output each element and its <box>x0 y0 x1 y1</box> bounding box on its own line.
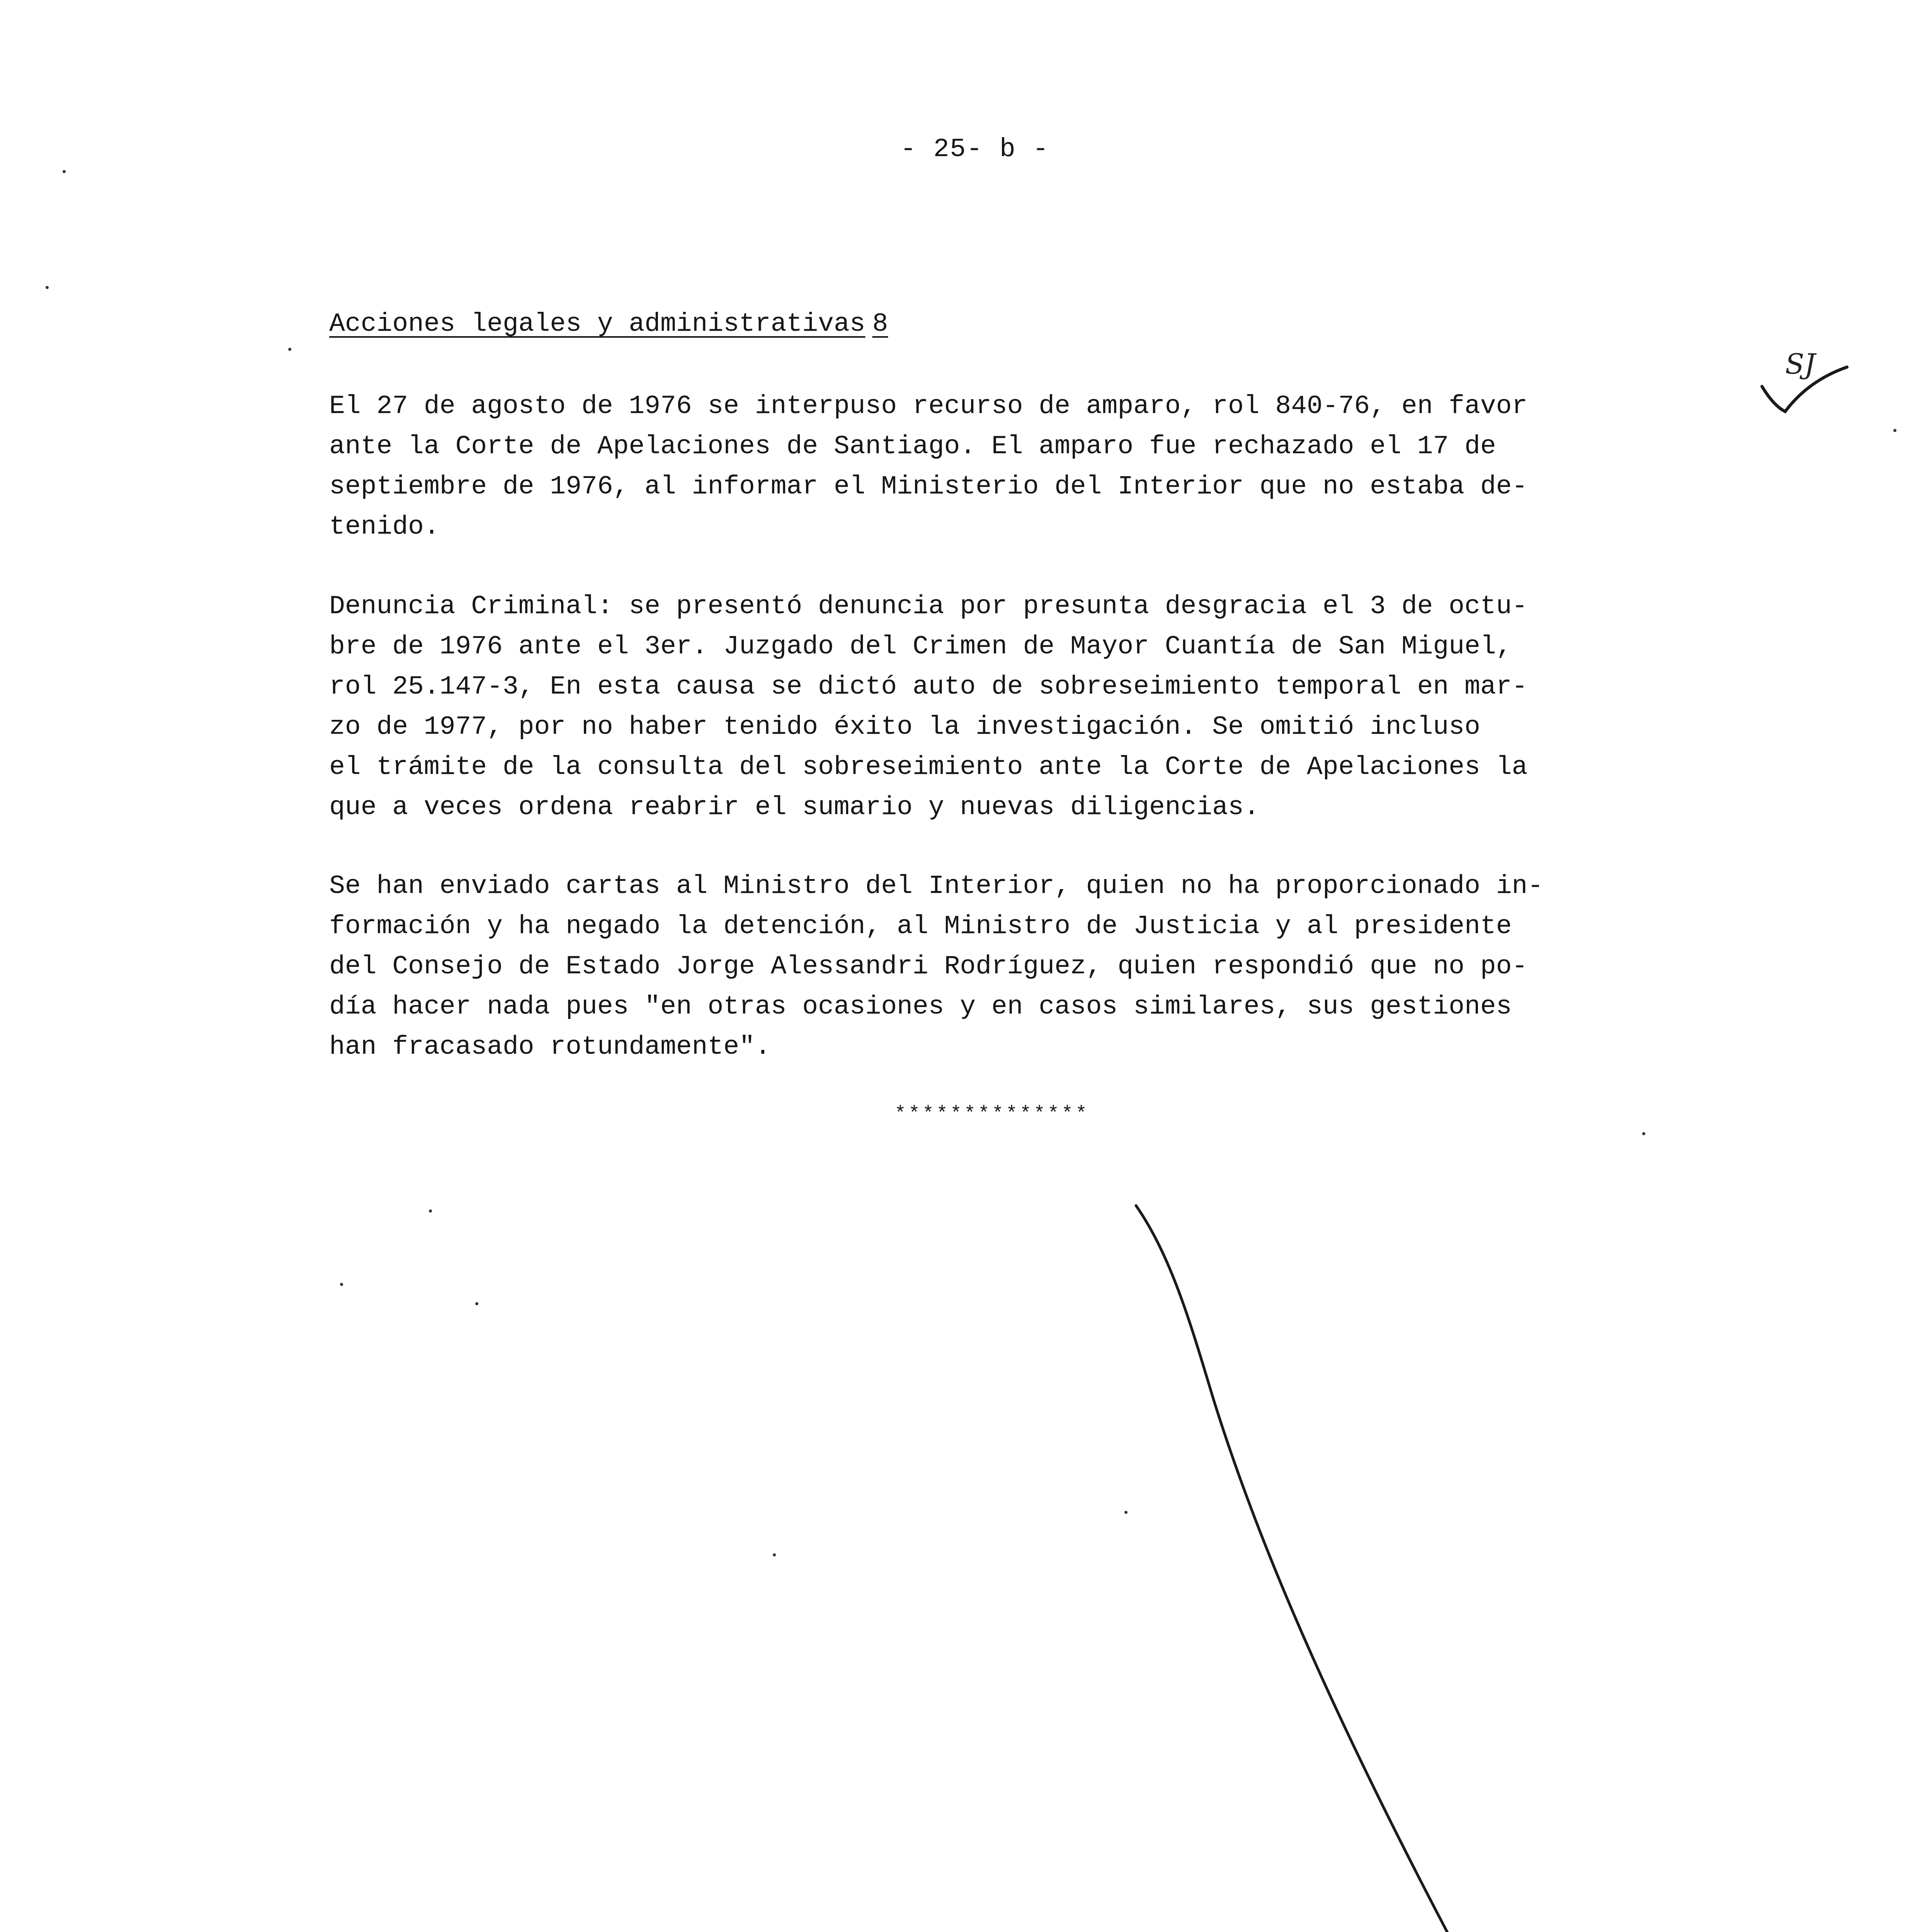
scan-speck <box>773 1553 776 1556</box>
scan-speck <box>1124 1511 1128 1514</box>
text-line: zo de 1977, por no haber tenido éxito la investigación. Se omitió incluso <box>329 712 1480 742</box>
scan-speck <box>288 348 291 351</box>
text-line: que a veces ordena reabrir el sumario y nuevas diligencias. <box>329 793 1260 822</box>
scan-speck <box>1893 429 1896 432</box>
separator: ************** <box>895 1103 1090 1125</box>
text-line: el trámite de la consulta del sobreseimiento ante la Corte de Apelaciones la <box>329 752 1528 782</box>
scan-speck <box>1642 1132 1645 1135</box>
heading-mark: 8 <box>872 309 888 339</box>
text-line: El 27 de agosto de 1976 se interpuso recurso de amparo, rol 840-76, en favor <box>329 391 1528 421</box>
handwritten-initials: SJ <box>1785 348 1816 380</box>
text-line: formación y ha negado la detención, al Ministro de Justicia y al presidente <box>329 912 1512 941</box>
scan-speck <box>340 1283 343 1286</box>
scan-speck <box>429 1209 432 1213</box>
heading-text: Acciones legales y administrativas <box>329 309 866 339</box>
page-number: - 25- b - <box>900 134 1049 164</box>
handwritten-check-mark <box>1762 367 1847 412</box>
handwritten-cancellation-line <box>1136 1206 1816 1932</box>
scan-speck <box>46 286 49 289</box>
text-line: rol 25.147-3, En esta causa se dictó auto de sobreseimiento temporal en mar- <box>329 672 1528 702</box>
text-line: Denuncia Criminal: se presentó denuncia por presunta desgracia el 3 de octu- <box>329 592 1528 621</box>
text-line: día hacer nada pues "en otras ocasiones y en casos similares, sus gestiones <box>329 992 1512 1022</box>
text-line: ante la Corte de Apelaciones de Santiago. El amparo fue rechazado el 17 de <box>329 432 1496 461</box>
text-line: bre de 1976 ante el 3er. Juzgado del Crimen de Mayor Cuantía de San Miguel, <box>329 632 1512 662</box>
text-line: Se han enviado cartas al Ministro del Interior, quien no ha proporcionado in- <box>329 871 1544 901</box>
text-line: tenido. <box>329 512 440 542</box>
scan-speck <box>475 1302 478 1305</box>
text-line: septiembre de 1976, al informar el Ministerio del Interior que no estaba de- <box>329 472 1528 502</box>
scan-speck <box>63 170 66 173</box>
text-line: han fracasado rotundamente". <box>329 1032 771 1062</box>
text-line: del Consejo de Estado Jorge Alessandri Rodríguez, quien respondió que no po- <box>329 952 1528 981</box>
